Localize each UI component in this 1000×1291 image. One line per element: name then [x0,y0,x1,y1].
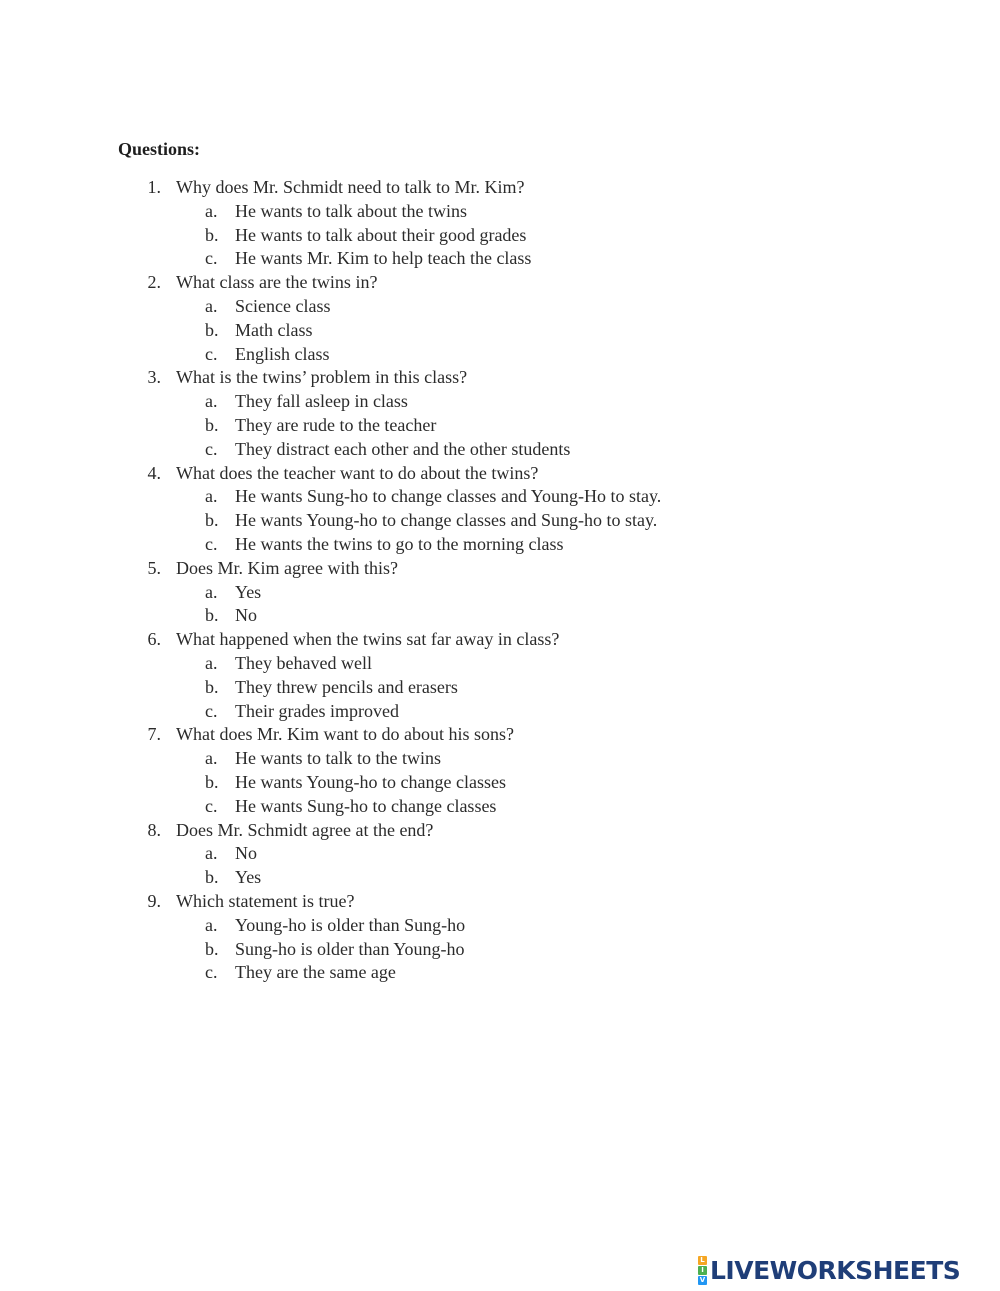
option-text: They are the same age [235,962,396,983]
option-letter: b. [205,676,219,697]
option-text: Sung-ho is older than Young-ho [235,938,465,959]
option-letter: b. [205,414,219,435]
question-number: 6. [147,629,161,650]
logo-blocks-icon [698,1256,707,1285]
question-row [0,462,1000,486]
answer-option [0,604,1000,628]
answer-option [0,414,1000,438]
question-text: Which statement is true? [176,890,355,911]
option-text: They threw pencils and erasers [235,676,458,697]
question-text: What does the teacher want to do about the twins? [176,462,539,483]
question-text: Does Mr. Schmidt agree at the end? [176,819,434,840]
question-item [0,723,1000,818]
option-text: He wants Sung-ho to change classes and Young-Ho to stay. [235,486,662,507]
question-row [0,628,1000,652]
option-letter: b. [205,224,219,245]
answer-option [0,914,1000,938]
option-text: No [235,843,257,864]
option-text: Science class [235,295,331,316]
option-letter: a. [205,843,218,864]
option-text: Yes [235,867,262,888]
question-text: What class are the twins in? [176,272,378,293]
answer-option [0,747,1000,771]
logo-text: LIVEWORKSHEETS [710,1255,961,1285]
logo-block: V [699,1275,706,1284]
answer-option [0,224,1000,248]
option-letter: c. [205,795,218,816]
option-text: Young-ho is older than Sung-ho [235,914,466,935]
option-text: English class [235,343,330,364]
question-item [0,366,1000,461]
option-letter: c. [205,248,218,269]
question-item [0,176,1000,271]
question-row [0,890,1000,914]
option-text: He wants Sung-ho to change classes [235,795,497,816]
option-letter: b. [205,319,219,340]
answer-option [0,295,1000,319]
option-text: He wants Young-ho to change classes [235,771,506,792]
page-heading: Questions: [118,139,201,159]
option-text: He wants Mr. Kim to help teach the class [235,248,532,269]
liveworksheets-logo [698,1255,960,1285]
question-number: 4. [147,462,161,483]
question-item [0,890,1000,985]
option-letter: a. [205,295,218,316]
option-text: He wants to talk about the twins [235,200,467,221]
option-text: Math class [235,319,313,340]
question-number: 3. [147,367,161,388]
option-letter: b. [205,867,219,888]
answer-option [0,200,1000,224]
question-text: What happened when the twins sat far away in class? [176,629,560,650]
option-letter: a. [205,391,218,412]
question-row [0,366,1000,390]
answer-option [0,842,1000,866]
question-text: What is the twins’ problem in this class? [176,367,468,388]
question-list [0,176,1000,985]
answer-option [0,581,1000,605]
question-number: 9. [147,890,161,911]
option-text: He wants to talk to the twins [235,748,441,769]
option-letter: a. [205,486,218,507]
option-text: Their grades improved [235,700,399,721]
answer-option [0,390,1000,414]
question-item [0,557,1000,628]
answer-option [0,795,1000,819]
question-text: What does Mr. Kim want to do about his sons? [176,724,514,745]
option-letter: a. [205,914,218,935]
option-letter: b. [205,510,219,531]
question-item [0,462,1000,557]
question-text: Does Mr. Kim agree with this? [176,557,398,578]
question-item [0,271,1000,366]
question-number: 8. [147,819,161,840]
option-text: He wants to talk about their good grades [235,224,527,245]
option-text: They behaved well [235,652,372,673]
question-row [0,723,1000,747]
option-text: He wants the twins to go to the morning class [235,533,564,554]
answer-option [0,700,1000,724]
logo-block: L [698,1256,707,1265]
answer-option [0,509,1000,533]
option-text: They distract each other and the other students [235,438,571,459]
question-number: 1. [147,177,161,197]
answer-option [0,247,1000,271]
option-letter: c. [205,343,218,364]
option-text: He wants Young-ho to change classes and Sung-ho to stay. [235,510,658,531]
answer-option [0,938,1000,962]
question-row [0,271,1000,295]
logo-block: I [698,1266,707,1275]
option-letter: b. [205,938,219,959]
answer-option [0,343,1000,367]
option-letter: b. [205,771,219,792]
option-letter: b. [205,605,219,626]
option-letter: a. [205,581,218,602]
question-item [0,628,1000,723]
answer-option [0,319,1000,343]
option-letter: a. [205,748,218,769]
answer-option [0,533,1000,557]
question-row [0,819,1000,843]
answer-option [0,676,1000,700]
question-text: Why does Mr. Schmidt need to talk to Mr. Kim? [176,177,525,197]
option-letter: a. [205,652,218,673]
option-letter: a. [205,200,218,221]
answer-option [0,652,1000,676]
option-text: They fall asleep in class [235,391,408,412]
answer-option [0,866,1000,890]
question-number: 2. [147,272,161,293]
answer-option [0,438,1000,462]
question-number: 7. [147,724,161,745]
question-number: 5. [147,557,161,578]
answer-option [0,961,1000,985]
option-text: No [235,605,257,626]
option-letter: c. [205,438,218,459]
answer-option [0,771,1000,795]
option-letter: c. [205,700,218,721]
option-letter: c. [205,533,218,554]
answer-option [0,485,1000,509]
question-row [0,176,1000,200]
question-item [0,819,1000,890]
option-text: They are rude to the teacher [235,414,437,435]
option-letter: c. [205,962,218,983]
option-text: Yes [235,581,262,602]
question-row [0,557,1000,581]
